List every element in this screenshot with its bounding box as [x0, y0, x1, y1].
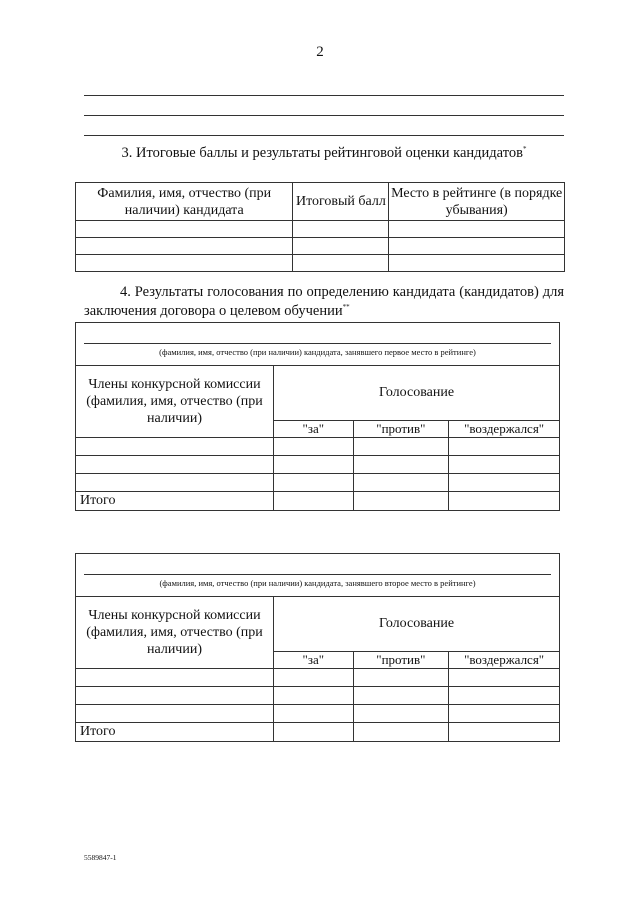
candidate-cell — [76, 554, 560, 597]
table-cell — [76, 687, 274, 705]
table-cell — [449, 723, 560, 742]
candidate-caption: (фамилия, имя, отчество (при наличии) кандидата, занявшего первое место в рейтинге) — [159, 347, 476, 357]
table-cell — [353, 723, 449, 742]
table-row — [76, 238, 565, 255]
table-cell — [76, 705, 274, 723]
blank-line — [84, 135, 564, 136]
candidate-cell — [76, 323, 560, 366]
vote-col-for: "за" — [274, 652, 354, 669]
vote-col-against: "против" — [353, 421, 449, 438]
candidate-row — [76, 323, 560, 366]
table-cell — [274, 705, 354, 723]
table-cell — [76, 669, 274, 687]
table-row — [76, 705, 560, 723]
table-cell — [274, 669, 354, 687]
table-cell — [76, 438, 274, 456]
vote-col-abstained: "воздержался" — [449, 421, 560, 438]
table-row — [76, 456, 560, 474]
table-cell — [449, 438, 560, 456]
page-number: 2 — [316, 44, 324, 60]
table-cell — [449, 474, 560, 492]
table-cell — [274, 723, 354, 742]
table-cell — [353, 492, 449, 511]
blank-line — [84, 115, 564, 116]
table-cell — [389, 255, 565, 272]
col-header-name: Фамилия, имя, отчество (при наличии) кандидата — [76, 183, 293, 221]
candidate-caption: (фамилия, имя, отчество (при наличии) кандидата, занявшего второе место в рейтинге) — [159, 578, 476, 588]
table-cell — [449, 492, 560, 511]
table-cell — [76, 238, 293, 255]
vote-col-against: "против" — [353, 652, 449, 669]
table-cell — [274, 474, 354, 492]
table-cell — [353, 438, 449, 456]
col-header-score: Итоговый балл — [293, 183, 389, 221]
table-cell — [293, 238, 389, 255]
section-3-heading-text: 3. Итоговые баллы и результаты рейтинговой оценки кандидатов — [121, 145, 523, 161]
vote-col-for: "за" — [274, 421, 354, 438]
blank-line — [84, 95, 564, 96]
candidate-name-line — [84, 343, 551, 344]
footnote-mark: * — [522, 145, 527, 154]
table-cell — [353, 687, 449, 705]
total-label: Итого — [76, 723, 274, 742]
total-row — [76, 492, 560, 511]
table-cell — [353, 456, 449, 474]
table-cell — [76, 456, 274, 474]
section-4-heading — [84, 283, 564, 321]
table-cell — [293, 255, 389, 272]
col-header-place: Место в рейтинге (в порядке убывания) — [389, 183, 565, 221]
section-4-heading-text: 4. Результаты голосования по определению кандидата (кандидатов) для заключения договора о целевом обучении — [84, 284, 564, 319]
table-cell — [389, 221, 565, 238]
section-3-heading — [84, 144, 564, 163]
table-row — [76, 221, 565, 238]
members-header: Члены конкурсной комиссии (фамилия, имя, отчество (при наличии) — [76, 597, 274, 669]
header-row — [76, 597, 560, 652]
table-cell — [449, 687, 560, 705]
table-cell — [353, 669, 449, 687]
voting-table-first — [75, 322, 560, 511]
table-cell — [76, 255, 293, 272]
table-row — [76, 474, 560, 492]
voting-table-second — [75, 553, 560, 742]
table-row — [76, 687, 560, 705]
table-cell — [274, 492, 354, 511]
table-row — [76, 255, 565, 272]
total-label: Итого — [76, 492, 274, 511]
table-cell — [76, 221, 293, 238]
document-id: 5589847-1 — [84, 853, 117, 862]
table-cell — [293, 221, 389, 238]
table-cell — [449, 456, 560, 474]
table-cell — [274, 438, 354, 456]
table-header-row — [76, 183, 565, 221]
table-cell — [449, 669, 560, 687]
table-cell — [353, 474, 449, 492]
table-cell — [274, 687, 354, 705]
table-row — [76, 438, 560, 456]
candidate-row — [76, 554, 560, 597]
total-row — [76, 723, 560, 742]
candidate-name-line — [84, 574, 551, 575]
table-cell — [76, 474, 274, 492]
voting-header: Голосование — [274, 366, 560, 421]
table-cell — [389, 238, 565, 255]
table-cell — [274, 456, 354, 474]
vote-col-abstained: "воздержался" — [449, 652, 560, 669]
members-header: Члены конкурсной комиссии (фамилия, имя, отчество (при наличии) — [76, 366, 274, 438]
table-cell — [449, 705, 560, 723]
voting-header: Голосование — [274, 597, 560, 652]
table-cell — [353, 705, 449, 723]
rating-table — [75, 182, 565, 272]
header-row — [76, 366, 560, 421]
table-row — [76, 669, 560, 687]
footnote-mark: ** — [342, 303, 350, 312]
